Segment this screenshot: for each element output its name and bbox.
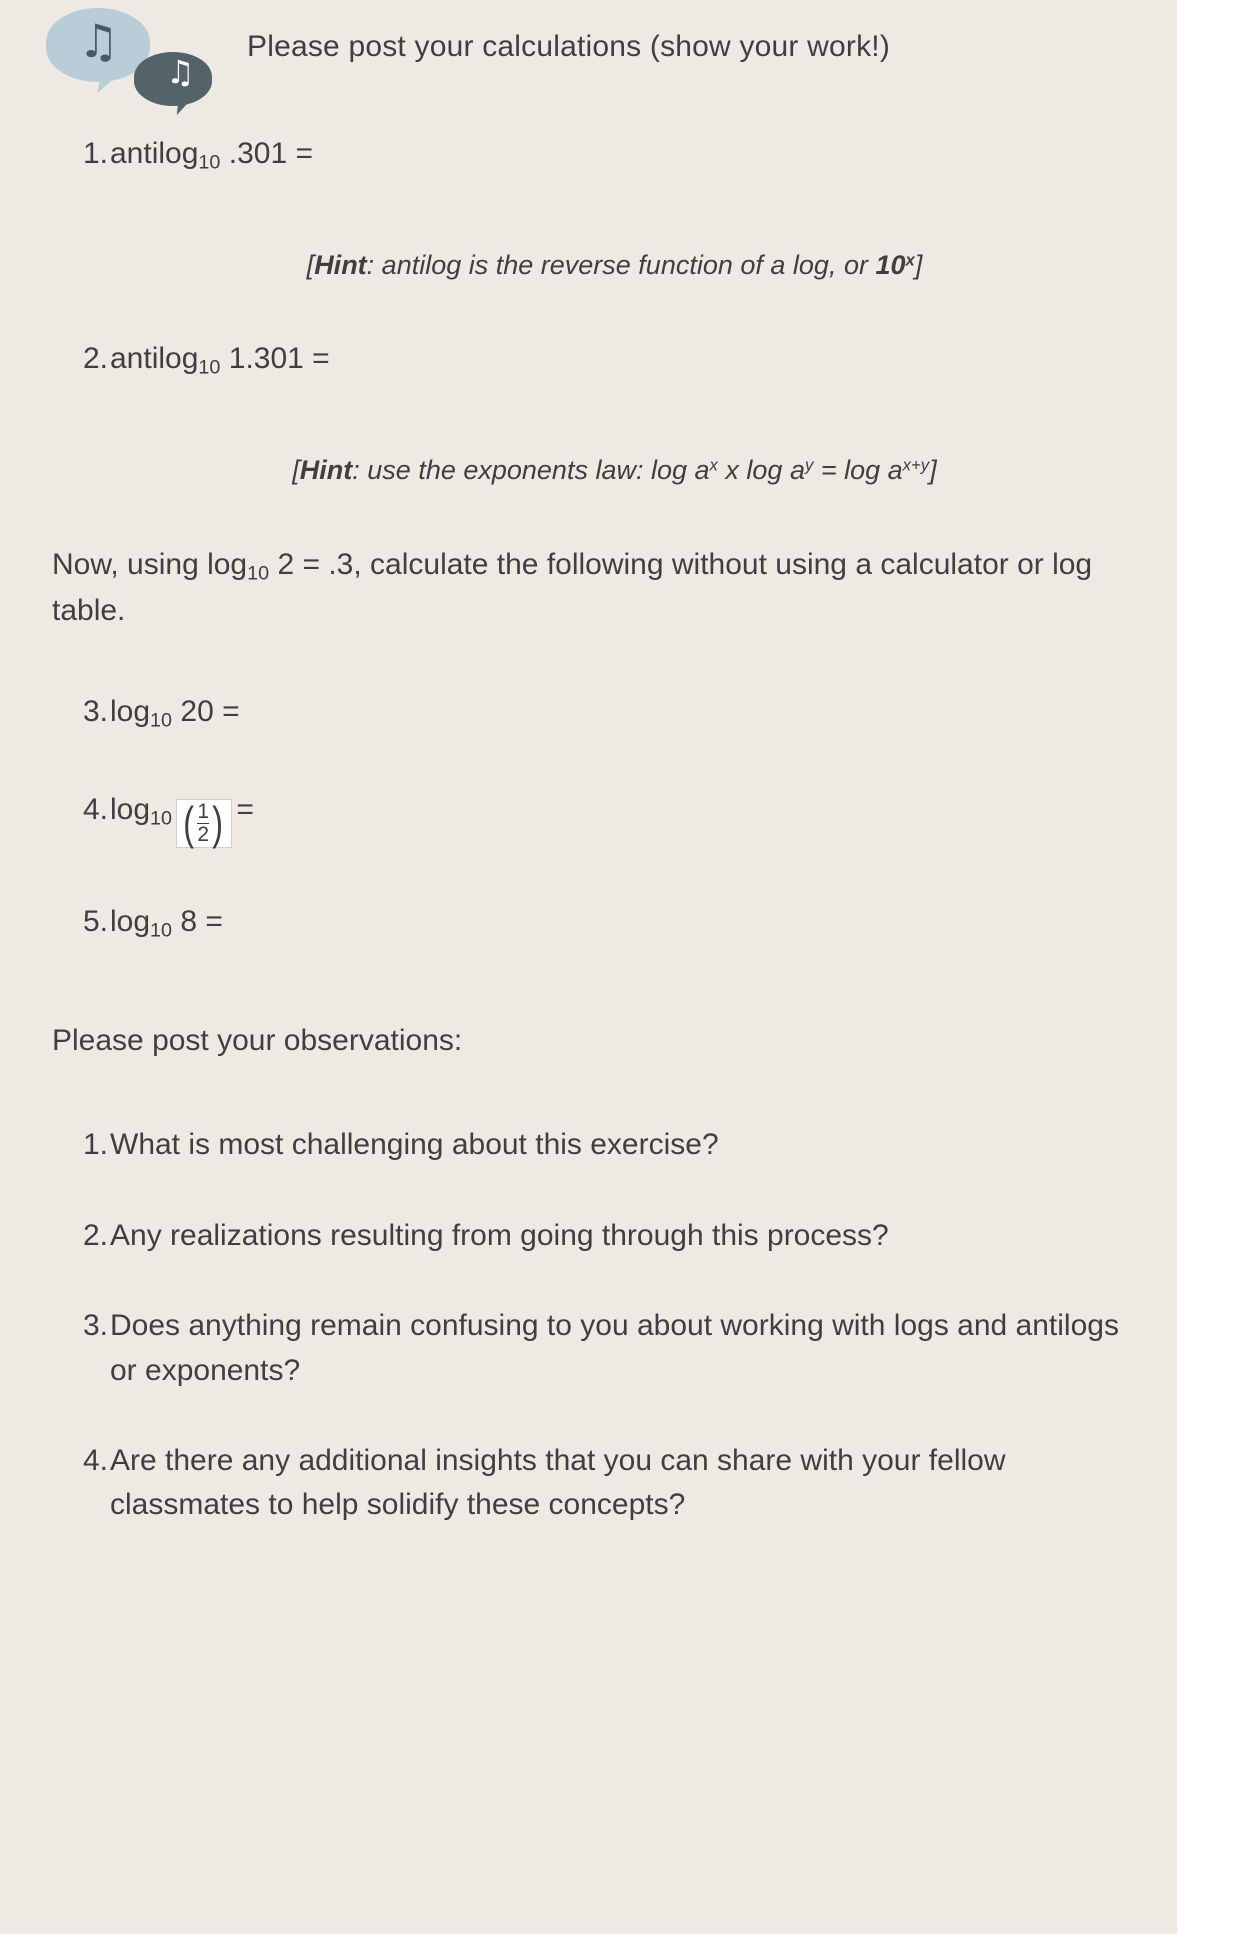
calculations-list-2: [52, 337, 1137, 383]
fraction-one-half: [176, 796, 232, 849]
instruction-paragraph: [52, 542, 1137, 634]
list-item-number: 3.: [82, 694, 108, 728]
list-item: [52, 1123, 1137, 1167]
list-item-text: Any realizations resulting from going through this process?: [110, 1218, 889, 1252]
instruction-part-2: 2 = .3, calculate the following without using a calculator or log table.: [52, 547, 1093, 628]
hint-text: : use the exponents law: log a: [352, 454, 710, 485]
list-item-subscript: 10: [150, 919, 173, 942]
list-item-text-after: =: [236, 792, 254, 826]
observations-heading: Please post your observations:: [52, 1023, 463, 1057]
list-item-subscript: 10: [198, 356, 221, 379]
hint-exp-2: y: [804, 455, 814, 475]
list-item-text: Are there any additional insights that you can share with your fellow classmates to help solidify these concepts?: [110, 1443, 1006, 1522]
observations-list: [52, 1123, 1137, 1527]
hint-exp-3: x+y: [902, 455, 930, 475]
hint-label: Hint: [314, 249, 367, 280]
calculations-list: [52, 132, 1137, 178]
list-item: [52, 337, 1137, 383]
hint-open-bracket: [: [306, 249, 315, 280]
list-item: [52, 900, 1137, 946]
list-item-text-after: .301 =: [220, 137, 313, 170]
hint-close-bracket: ]: [914, 249, 923, 280]
list-item: [52, 1304, 1137, 1393]
list-item-number: 1.: [82, 1128, 108, 1162]
list-item-number: 4.: [82, 1443, 108, 1477]
log-items-list: [52, 690, 1137, 946]
music-note-small-icon: ♫: [166, 53, 195, 91]
list-item-subscript: 10: [150, 709, 173, 732]
hint-label: Hint: [299, 454, 353, 485]
list-item: [52, 132, 1137, 178]
list-item: [52, 1439, 1137, 1528]
list-item-subscript: 10: [150, 807, 173, 830]
page-title: Please post your calculations (show your work!): [247, 30, 891, 63]
hint-text: : antilog is the reverse function of a log, or: [366, 249, 876, 280]
hint-eq: = log a: [813, 454, 903, 485]
fraction: [197, 801, 209, 846]
list-item-subscript: 10: [198, 151, 221, 174]
list-item: [52, 690, 1137, 736]
list-item-text-after: 8 =: [172, 904, 223, 938]
instruction-part-1: Now, using log: [52, 547, 248, 581]
list-item: [52, 1214, 1137, 1258]
list-item-text-after: 20 =: [172, 694, 240, 728]
fraction-denominator: 2: [197, 822, 210, 846]
music-note-icon: ♫: [78, 14, 120, 68]
hint-formula-exponent: x: [905, 250, 915, 270]
list-item-text: Does anything remain confusing to you about working with logs and antilogs or exponents?: [110, 1309, 1119, 1387]
list-item-number: 4.: [82, 792, 108, 826]
list-item-number: 1.: [82, 137, 108, 170]
list-item-number: 2.: [82, 341, 108, 375]
hint-formula-base: 10: [875, 249, 906, 280]
hint-2: [52, 455, 1137, 486]
list-item-text: antilog: [110, 137, 199, 170]
list-item-number: 2.: [82, 1218, 108, 1252]
list-item-text-after: 1.301 =: [220, 341, 330, 375]
hint-mid: x log a: [717, 454, 805, 485]
hint-close-bracket: ]: [929, 454, 937, 485]
header: [52, 0, 1137, 132]
list-item-text: What is most challenging about this exercise?: [110, 1128, 719, 1162]
hint-exp-1: x: [709, 455, 718, 475]
right-paren: ): [212, 796, 224, 849]
list-item-text: log: [110, 792, 151, 826]
left-paren: (: [183, 796, 195, 849]
list-item-text: log: [110, 694, 151, 728]
list-item-number: 5.: [82, 904, 108, 938]
hint-open-bracket: [: [292, 454, 300, 485]
list-item-number: 3.: [82, 1309, 108, 1343]
list-item-text: log: [110, 904, 151, 938]
list-item-text: antilog: [110, 341, 199, 375]
hint-1: [52, 250, 1137, 281]
fraction-numerator: 1: [197, 799, 210, 823]
instruction-subscript: 10: [247, 562, 270, 585]
speech-bubbles-group: [46, 8, 231, 118]
list-item: [52, 788, 1137, 848]
